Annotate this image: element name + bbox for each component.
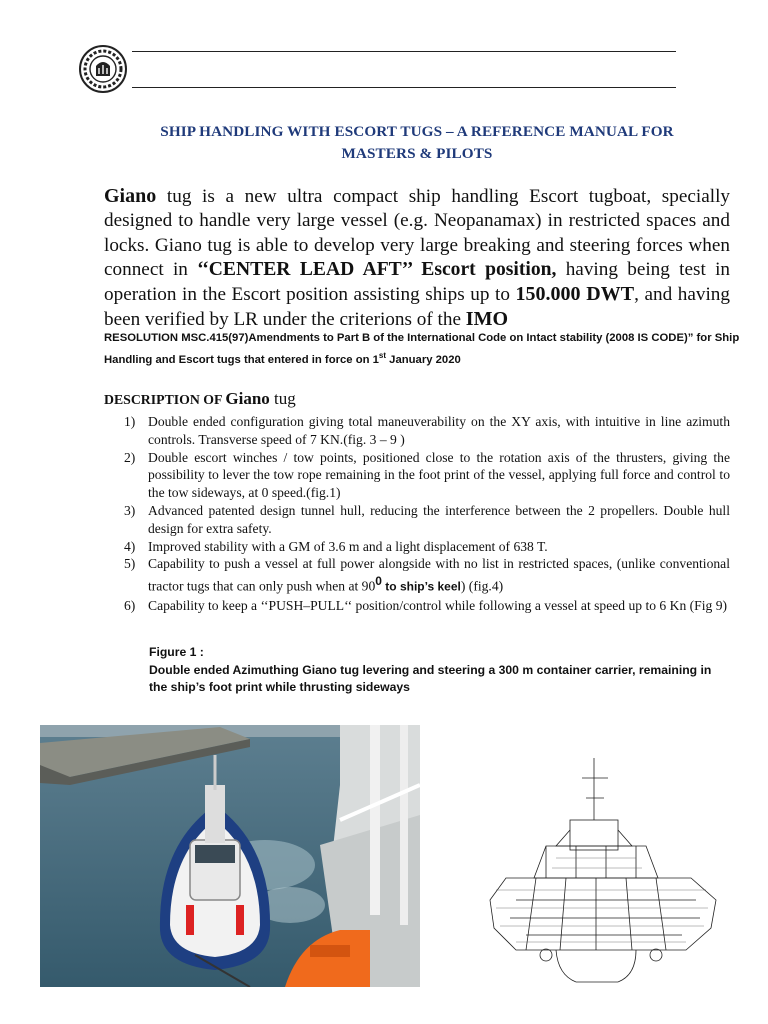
heading-giano: Giano (225, 389, 270, 408)
giano-name: Giano (104, 185, 157, 207)
intro-text-1: tug is a new ultra compact ship handling Escort tugboat, specially designed to handle very large vessel (e.g. Neopanamax) in restricted spaces and locks. Giano tug is able to develop very large breaking and steering forces when connect in (104, 186, 730, 280)
list-text: Capability to push a vessel at full power alongside with no list in restricted spaces, (unlike conventional tractor tugs that can only push when at 90 (148, 556, 730, 594)
list-number: 1) (124, 414, 136, 429)
figure-label: Figure 1 : (149, 645, 204, 659)
list-text: Capability to keep a ‘‘PUSH–PULL‘‘ position/control while following a vessel at speed up to 6 Kn (Fig 9) (148, 597, 728, 613)
list-number: 2) (124, 449, 136, 465)
resolution-text (104, 329, 744, 369)
tug-photo (40, 725, 420, 987)
list-text-end: ) (fig.4) (460, 578, 504, 594)
heading-tug: tug (269, 389, 296, 408)
feature-list (104, 413, 730, 614)
list-number: 6) (124, 597, 136, 613)
list-text: Improved stability with a GM of 3.6 m and a light displacement of 638 T. (148, 538, 548, 554)
header-rule-bottom (132, 87, 676, 88)
intro-text-2: having being test in operation in the Escort position assisting ships up to (104, 258, 731, 306)
document-title (104, 121, 730, 165)
header-rule-top (132, 51, 676, 52)
resolution-sup: st (378, 351, 387, 360)
imo-label: IMO (465, 308, 508, 331)
list-text: Double escort winches / tow points, positioned close to the rotation axis of the thrusters, giving the possibility to lever the tow rope remaining in the foot print of the vessel, applying full force and control to the tow sideways, at 0 speed.(fig.1) (148, 449, 730, 501)
center-lead-aft: ‘‘CENTER LEAD AFT’’ Escort position, (197, 258, 557, 280)
list-number: 5) (124, 556, 136, 572)
heading-caps: DESCRIPTION OF (104, 392, 226, 407)
list-number: 4) (124, 538, 136, 554)
description-heading (104, 389, 296, 409)
dwt-value: 150.000 DWT (515, 283, 635, 306)
intro-paragraph (104, 184, 730, 333)
list-text: Advanced patented design tunnel hull, reducing the interference between the 2 propellers. Double hull design for extra safety. (148, 502, 730, 536)
list-item (104, 413, 730, 449)
tug-wireframe-illustration (486, 750, 726, 990)
degree-sup: 0 (375, 574, 382, 589)
figure-caption: Double ended Azimuthing Giano tug levering and steering a 300 m container carrier, remaining in the ship’s foot print while thrusting sideways (149, 663, 712, 694)
title-line-2: MASTERS & PILOTS (341, 145, 493, 162)
list-text: Double ended configuration giving total maneuverability on the XY axis, with intuitive in line azimuth controls. Transverse speed of 7 KN.(fig. 3 – 9 ) (148, 414, 730, 447)
list-item (104, 597, 730, 615)
keel-text: to ship’s keel (381, 579, 461, 594)
list-item (104, 555, 730, 596)
list-item (104, 502, 730, 538)
list-item (104, 449, 730, 502)
list-item (104, 538, 730, 556)
list-number: 3) (124, 502, 136, 518)
resolution-text-a: RESOLUTION MSC.415(97)Amendments to Part B of the International Code on Intact stability (2008 IS CODE)” for Ship Handling and Escort tugs that entered in force on 1 (104, 332, 740, 366)
intro-text-3: , and having been verified by LR under the criterions of the (104, 284, 730, 331)
title-line-1: SHIP HANDLING WITH ESCORT TUGS – A REFERENCE MANUAL FOR (160, 123, 674, 140)
ship-wheel-emblem-icon (78, 44, 128, 94)
resolution-text-b: January 2020 (386, 353, 461, 366)
